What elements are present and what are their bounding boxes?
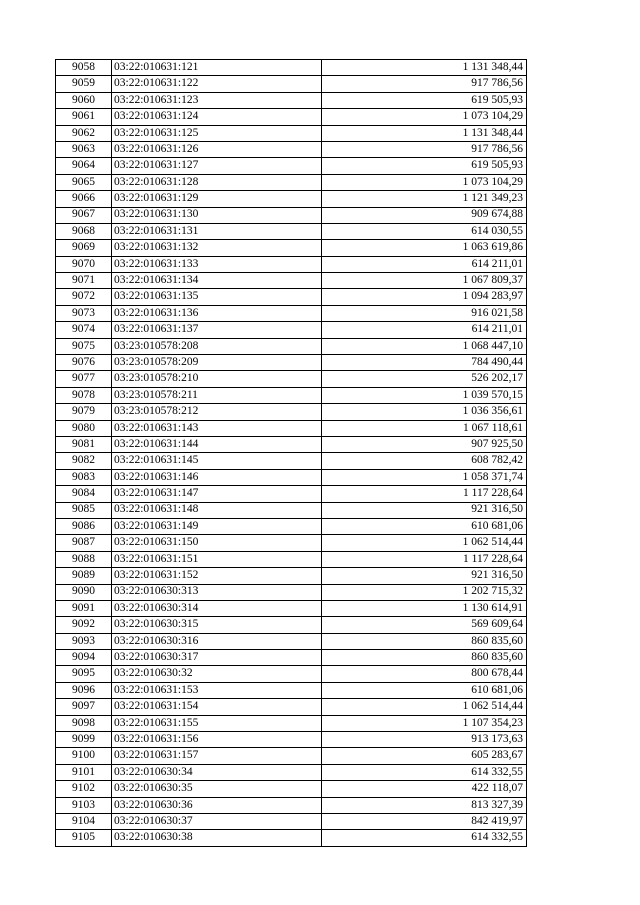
row-number-cell: 9086 [56,518,112,534]
cadastral-value-cell: 1 094 283,97 [322,289,527,305]
row-number-cell: 9071 [56,273,112,289]
table-row [56,535,527,551]
row-number-cell: 9069 [56,240,112,256]
table-row [56,387,527,403]
table-row [56,436,527,452]
table-row [56,240,527,256]
row-number-cell: 9062 [56,125,112,141]
table-row [56,486,527,502]
cadastral-number-cell: 03:22:010631:152 [112,568,322,584]
table-row [56,191,527,207]
cadastral-value-cell: 1 117 228,64 [322,486,527,502]
row-number-cell: 9075 [56,338,112,354]
cadastral-number-cell: 03:22:010631:154 [112,699,322,715]
row-number-cell: 9064 [56,158,112,174]
cadastral-value-cell: 907 925,50 [322,436,527,452]
cadastral-number-cell: 03:22:010631:135 [112,289,322,305]
cadastral-number-cell: 03:22:010630:316 [112,633,322,649]
row-number-cell: 9060 [56,92,112,108]
cadastral-value-cell: 1 202 715,32 [322,584,527,600]
cadastral-number-cell: 03:22:010631:147 [112,486,322,502]
row-number-cell: 9101 [56,764,112,780]
row-number-cell: 9065 [56,174,112,190]
cadastral-number-cell: 03:22:010631:128 [112,174,322,190]
cadastral-value-cell: 1 131 348,44 [322,125,527,141]
cadastral-value-table [55,59,527,847]
cadastral-value-cell: 614 211,01 [322,322,527,338]
cadastral-value-cell: 1 073 104,29 [322,174,527,190]
table-body [56,60,527,847]
row-number-cell: 9092 [56,617,112,633]
cadastral-number-cell: 03:22:010631:132 [112,240,322,256]
row-number-cell: 9080 [56,420,112,436]
table-row [56,617,527,633]
row-number-cell: 9099 [56,732,112,748]
cadastral-number-cell: 03:23:010578:212 [112,404,322,420]
row-number-cell: 9102 [56,781,112,797]
cadastral-value-cell: 813 327,39 [322,797,527,813]
row-number-cell: 9090 [56,584,112,600]
cadastral-value-cell: 917 786,56 [322,141,527,157]
cadastral-number-cell: 03:22:010631:150 [112,535,322,551]
row-number-cell: 9097 [56,699,112,715]
row-number-cell: 9089 [56,568,112,584]
table-row [56,158,527,174]
table-row [56,600,527,616]
cadastral-value-cell: 569 609,64 [322,617,527,633]
table-row [56,715,527,731]
table-row [56,584,527,600]
cadastral-value-cell: 1 067 118,61 [322,420,527,436]
cadastral-number-cell: 03:23:010578:211 [112,387,322,403]
cadastral-value-cell: 1 062 514,44 [322,535,527,551]
cadastral-number-cell: 03:22:010631:137 [112,322,322,338]
row-number-cell: 9076 [56,355,112,371]
row-number-cell: 9084 [56,486,112,502]
cadastral-number-cell: 03:22:010630:315 [112,617,322,633]
row-number-cell: 9077 [56,371,112,387]
row-number-cell: 9098 [56,715,112,731]
cadastral-number-cell: 03:22:010631:134 [112,273,322,289]
row-number-cell: 9068 [56,223,112,239]
cadastral-number-cell: 03:22:010631:136 [112,305,322,321]
table-row [56,109,527,125]
table-row [56,551,527,567]
row-number-cell: 9087 [56,535,112,551]
row-number-cell: 9096 [56,682,112,698]
cadastral-value-cell: 1 058 371,74 [322,469,527,485]
row-number-cell: 9085 [56,502,112,518]
table-row [56,125,527,141]
row-number-cell: 9083 [56,469,112,485]
cadastral-value-cell: 1 121 349,23 [322,191,527,207]
row-number-cell: 9100 [56,748,112,764]
cadastral-value-cell: 860 835,60 [322,650,527,666]
row-number-cell: 9079 [56,404,112,420]
cadastral-value-cell: 1 117 228,64 [322,551,527,567]
cadastral-value-cell: 422 118,07 [322,781,527,797]
cadastral-value-cell: 614 332,55 [322,830,527,846]
cadastral-value-cell: 1 039 570,15 [322,387,527,403]
row-number-cell: 9104 [56,813,112,829]
cadastral-number-cell: 03:22:010630:37 [112,813,322,829]
cadastral-number-cell: 03:22:010630:32 [112,666,322,682]
cadastral-value-cell: 605 283,67 [322,748,527,764]
row-number-cell: 9066 [56,191,112,207]
cadastral-value-cell: 610 681,06 [322,682,527,698]
table-row [56,207,527,223]
row-number-cell: 9103 [56,797,112,813]
cadastral-number-cell: 03:22:010631:131 [112,223,322,239]
cadastral-number-cell: 03:22:010631:130 [112,207,322,223]
cadastral-number-cell: 03:22:010631:125 [112,125,322,141]
cadastral-number-cell: 03:22:010631:123 [112,92,322,108]
table-row [56,371,527,387]
cadastral-value-cell: 800 678,44 [322,666,527,682]
cadastral-value-cell: 619 505,93 [322,92,527,108]
cadastral-value-cell: 1 036 356,61 [322,404,527,420]
table-row [56,404,527,420]
row-number-cell: 9088 [56,551,112,567]
cadastral-value-cell: 1 131 348,44 [322,60,527,76]
table-row [56,732,527,748]
cadastral-value-cell: 913 173,63 [322,732,527,748]
table-row [56,420,527,436]
cadastral-number-cell: 03:22:010631:145 [112,453,322,469]
cadastral-number-cell: 03:22:010630:34 [112,764,322,780]
cadastral-number-cell: 03:22:010631:122 [112,76,322,92]
row-number-cell: 9095 [56,666,112,682]
table-row [56,92,527,108]
cadastral-value-cell: 1 062 514,44 [322,699,527,715]
row-number-cell: 9061 [56,109,112,125]
cadastral-value-cell: 526 202,17 [322,371,527,387]
row-number-cell: 9067 [56,207,112,223]
cadastral-number-cell: 03:22:010631:148 [112,502,322,518]
cadastral-number-cell: 03:22:010631:133 [112,256,322,272]
table-row [56,502,527,518]
table-row [56,650,527,666]
cadastral-value-cell: 784 490,44 [322,355,527,371]
cadastral-number-cell: 03:22:010630:35 [112,781,322,797]
row-number-cell: 9105 [56,830,112,846]
cadastral-value-cell: 610 681,06 [322,518,527,534]
table-row [56,748,527,764]
cadastral-number-cell: 03:22:010630:313 [112,584,322,600]
table-row [56,666,527,682]
cadastral-value-cell: 614 332,55 [322,764,527,780]
cadastral-number-cell: 03:22:010631:144 [112,436,322,452]
table-row [56,453,527,469]
table-row [56,289,527,305]
row-number-cell: 9073 [56,305,112,321]
table-row [56,256,527,272]
cadastral-number-cell: 03:22:010631:153 [112,682,322,698]
cadastral-value-cell: 921 316,50 [322,568,527,584]
table-row [56,305,527,321]
cadastral-number-cell: 03:22:010630:317 [112,650,322,666]
cadastral-number-cell: 03:22:010631:121 [112,60,322,76]
cadastral-number-cell: 03:22:010631:127 [112,158,322,174]
cadastral-value-cell: 614 030,55 [322,223,527,239]
cadastral-value-cell: 1 068 447,10 [322,338,527,354]
cadastral-number-cell: 03:22:010630:38 [112,830,322,846]
row-number-cell: 9063 [56,141,112,157]
row-number-cell: 9094 [56,650,112,666]
cadastral-number-cell: 03:22:010631:129 [112,191,322,207]
cadastral-number-cell: 03:22:010630:314 [112,600,322,616]
table-row [56,699,527,715]
table-row [56,682,527,698]
table-row [56,568,527,584]
cadastral-number-cell: 03:23:010578:208 [112,338,322,354]
cadastral-number-cell: 03:22:010631:124 [112,109,322,125]
cadastral-value-cell: 921 316,50 [322,502,527,518]
cadastral-value-cell: 917 786,56 [322,76,527,92]
cadastral-value-cell: 1 067 809,37 [322,273,527,289]
table-row [56,830,527,846]
row-number-cell: 9078 [56,387,112,403]
table-row [56,338,527,354]
table-row [56,76,527,92]
row-number-cell: 9091 [56,600,112,616]
cadastral-value-cell: 619 505,93 [322,158,527,174]
table-row [56,273,527,289]
cadastral-number-cell: 03:22:010631:155 [112,715,322,731]
table-row [56,355,527,371]
table-row [56,322,527,338]
table-row [56,633,527,649]
cadastral-value-cell: 909 674,88 [322,207,527,223]
cadastral-number-cell: 03:22:010631:157 [112,748,322,764]
cadastral-number-cell: 03:22:010631:143 [112,420,322,436]
cadastral-value-cell: 1 073 104,29 [322,109,527,125]
row-number-cell: 9072 [56,289,112,305]
cadastral-number-cell: 03:22:010631:146 [112,469,322,485]
row-number-cell: 9082 [56,453,112,469]
cadastral-value-cell: 1 063 619,86 [322,240,527,256]
table-row [56,174,527,190]
cadastral-number-cell: 03:23:010578:210 [112,371,322,387]
cadastral-number-cell: 03:23:010578:209 [112,355,322,371]
table-row [56,469,527,485]
cadastral-value-cell: 1 107 354,23 [322,715,527,731]
cadastral-number-cell: 03:22:010631:151 [112,551,322,567]
table-row [56,60,527,76]
cadastral-number-cell: 03:22:010630:36 [112,797,322,813]
cadastral-number-cell: 03:22:010631:149 [112,518,322,534]
table-row [56,223,527,239]
row-number-cell: 9070 [56,256,112,272]
cadastral-value-cell: 1 130 614,91 [322,600,527,616]
row-number-cell: 9058 [56,60,112,76]
row-number-cell: 9074 [56,322,112,338]
row-number-cell: 9081 [56,436,112,452]
cadastral-value-cell: 842 419,97 [322,813,527,829]
table-row [56,141,527,157]
cadastral-value-cell: 860 835,60 [322,633,527,649]
cadastral-value-cell: 916 021,58 [322,305,527,321]
cadastral-number-cell: 03:22:010631:126 [112,141,322,157]
table-row [56,797,527,813]
table-row [56,518,527,534]
table-row [56,781,527,797]
cadastral-value-cell: 614 211,01 [322,256,527,272]
table-row [56,764,527,780]
row-number-cell: 9093 [56,633,112,649]
table-row [56,813,527,829]
row-number-cell: 9059 [56,76,112,92]
cadastral-value-cell: 608 782,42 [322,453,527,469]
cadastral-number-cell: 03:22:010631:156 [112,732,322,748]
